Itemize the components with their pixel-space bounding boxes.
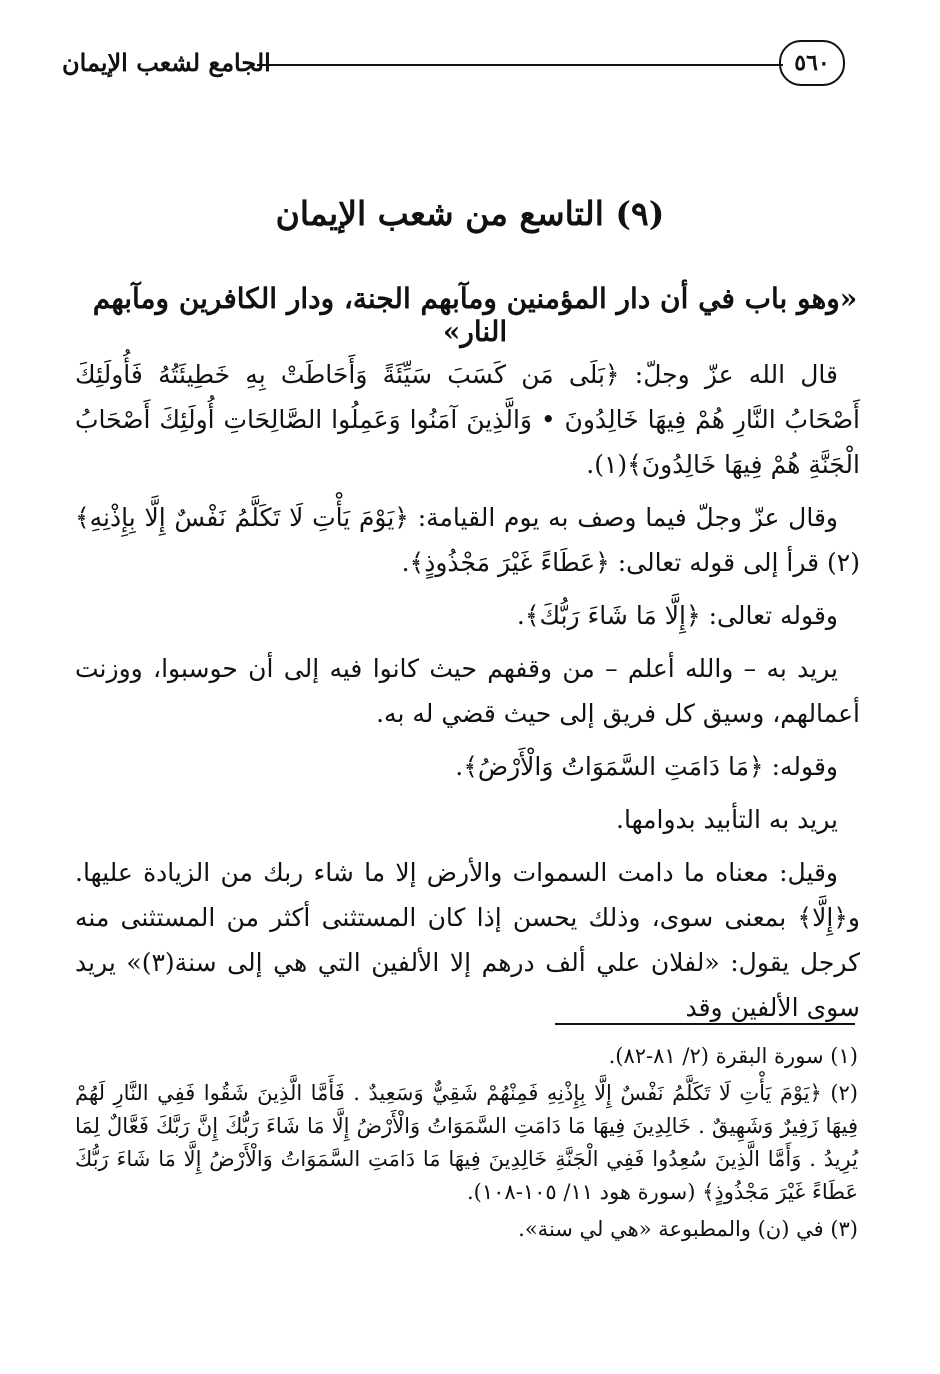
footnote-divider xyxy=(555,1023,855,1025)
header-rule xyxy=(257,64,783,66)
chapter-title: (٩) التاسع من شعب الإيمان xyxy=(275,194,665,233)
running-title: الجامع لشعب الإيمان xyxy=(62,48,271,77)
paragraph: وقيل: معناه ما دامت السموات والأرض إلا ما شاء ربك من الزيادة عليها. و﴿إِلَّا﴾ بمعنى سوى، وذلك يحسن إذا كان المستثنى أكثر من المستثنى منه كرجل يقول: «لفلان علي ألف درهم إلا الألفين التي هي إلى سنة(٣)» يريد سوى الألفين وقد xyxy=(75,858,861,1022)
chapter-subtitle: «وهو باب في أن دار المؤمنين ومآبهم الجنة، ودار الكافرين ومآبهم النار» xyxy=(92,282,858,348)
body-text xyxy=(75,352,860,1038)
paragraph: يريد به التأبيد بدوامها. xyxy=(616,805,838,834)
paragraph: وقوله تعالى: ﴿إِلَّا مَا شَاءَ رَبُّكَ﴾. xyxy=(516,601,838,630)
footnote: (١) سورة البقرة (٢/ ٨١-٨٢). xyxy=(608,1044,858,1068)
paragraph: قال الله عزّ وجلّ: ﴿بَلَى مَن كَسَبَ سَيِّئَةً وَأَحَاطَتْ بِهِ خَطِيئَتُهُ فَأُولَئِكَ أَصْحَابُ النَّارِ هُمْ فِيهَا خَالِدُونَ • وَالَّذِينَ آمَنُوا وَعَمِلُوا الصَّالِحَاتِ أُولَئِكَ أَصْحَابُ الْجَنَّةِ هُمْ فِيهَا خَالِدُونَ﴾(١). xyxy=(75,360,860,479)
footnote: (٢) ﴿يَوْمَ يَأْتِ لَا تَكَلَّمُ نَفْسٌ إِلَّا بِإِذْنِهِ فَمِنْهُمْ شَقِيٌّ وَسَعِيدٌ . فَأَمَّا الَّذِينَ شَقُوا فَفِي النَّارِ لَهُمْ فِيهَا زَفِيرٌ وَشَهِيقٌ . خَالِدِينَ فِيهَا مَا دَامَتِ السَّمَوَاتُ وَالْأَرْضُ إِلَّا مَا شَاءَ رَبُّكَ إِنَّ رَبَّكَ فَعَّالٌ لِمَا يُرِيدُ . وَأَمَّا الَّذِينَ سُعِدُوا فَفِي الْجَنَّةِ خَالِدِينَ فِيهَا مَا دَامَتِ السَّمَوَاتُ وَالْأَرْضُ إِلَّا مَا شَاءَ رَبُّكَ عَطَاءً غَيْرَ مَجْذُوذٍ﴾ (سورة هود ١١/ ١٠٥-١٠٨). xyxy=(75,1081,858,1204)
page-header xyxy=(62,40,845,90)
footnotes xyxy=(75,1040,858,1250)
paragraph: وقوله: ﴿مَا دَامَتِ السَّمَوَاتُ وَالْأَرْضُ﴾. xyxy=(455,752,838,781)
paragraph: يريد به – والله أعلم – من وقفهم حيث كانوا فيه إلى أن حوسبوا، ووزنت أعمالهم، وسيق كل فريق إلى حيث قضي له به. xyxy=(75,654,860,728)
paragraph: وقال عزّ وجلّ فيما وصف به يوم القيامة: ﴿يَوْمَ يَأْتِ لَا تَكَلَّمُ نَفْسٌ إِلَّا بِإِذْنِهِ﴾(٢) قرأ إلى قوله تعالى: ﴿عَطَاءً غَيْرَ مَجْذُوذٍ﴾. xyxy=(75,503,860,577)
footnote: (٣) في (ن) والمطبوعة «هي لي سنة». xyxy=(518,1217,858,1241)
page-number: ٥٦٠ xyxy=(779,40,845,86)
